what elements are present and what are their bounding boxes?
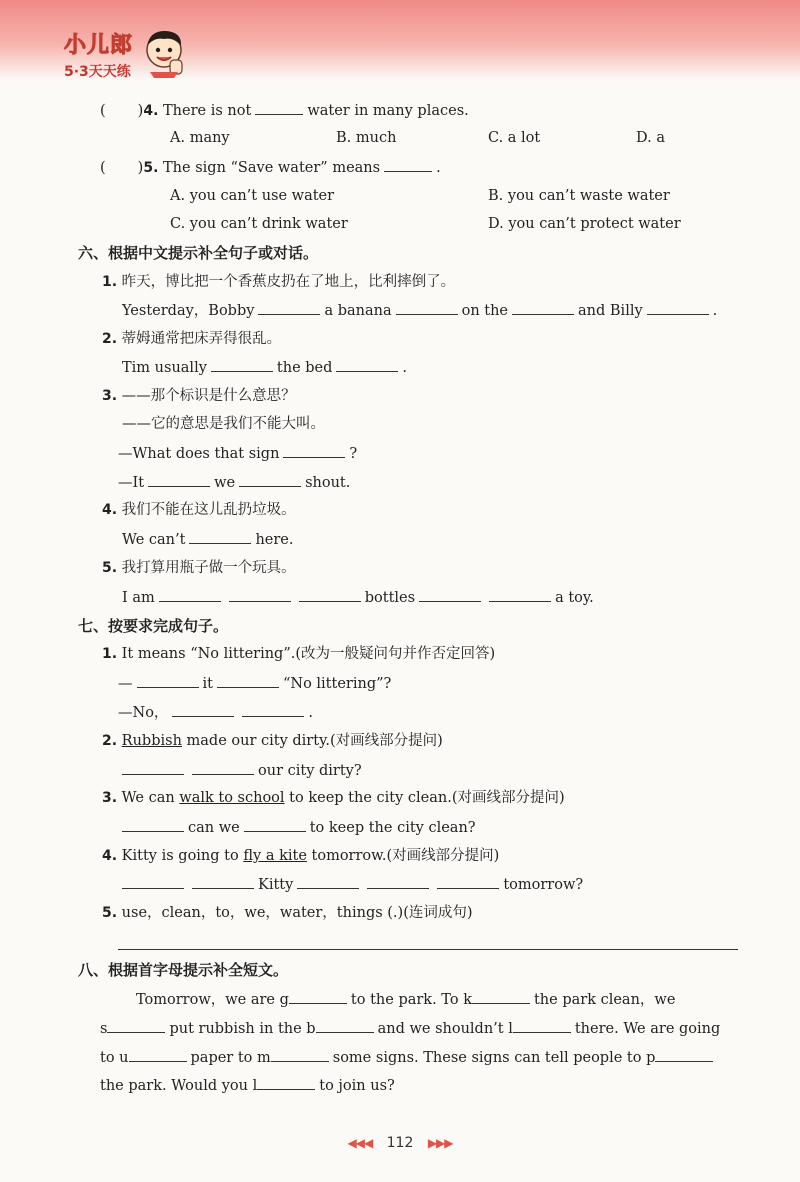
blank[interactable] [297,874,359,889]
blank[interactable] [122,760,184,775]
q4-row: ( )4. There is not water in many places. [100,100,469,121]
blank[interactable] [107,1018,165,1033]
blank[interactable] [419,587,481,602]
blank[interactable] [242,702,304,717]
s7-item-4-answer: Kitty tomorrow? [118,874,583,895]
s7-item-1-question: — it “No littering”? [118,673,391,694]
blank[interactable] [148,472,210,487]
s7-item-2-prompt: 2. Rubbish made our city dirty.(对画线部分提问) [102,733,443,749]
blank[interactable] [192,874,254,889]
s6-item-3-question: —What does that sign ? [118,443,357,464]
q5-option-c[interactable]: C. you can’t drink water [170,216,348,232]
q4-option-b[interactable]: B. much [336,130,397,146]
q5-option-d[interactable]: D. you can’t protect water [488,216,681,232]
s7-item-2-answer: our city dirty? [118,760,362,781]
s6-item-5-answer: I am bottles a toy. [122,587,594,608]
q4-option-d[interactable]: D. a [636,130,665,146]
blank[interactable] [489,587,551,602]
page-number: 112 [386,1135,414,1151]
s8-line-4: the park. Would you l to join us? [100,1075,395,1096]
page-footer [0,1135,800,1151]
s6-item-4-prompt: 4. 我们不能在这儿乱扔垃圾。 [102,502,296,518]
q5-blank[interactable] [384,157,432,172]
blank[interactable] [189,529,251,544]
blank[interactable] [367,874,429,889]
blank[interactable] [513,1018,571,1033]
blank[interactable] [217,673,279,688]
q5-option-a[interactable]: A. you can’t use water [170,188,335,204]
blank[interactable] [137,673,199,688]
s6-item-4-answer: We can’t here. [122,529,294,550]
blank[interactable] [396,300,458,315]
blank[interactable] [192,760,254,775]
s6-item-3-reply: —It we shout. [118,472,350,493]
section-8-title: 八、根据首字母提示补全短文。 [78,961,289,979]
blank[interactable] [655,1047,713,1062]
s6-item-5-prompt: 5. 我打算用瓶子做一个玩具。 [102,560,296,576]
blank[interactable] [257,1075,315,1090]
blank[interactable] [299,587,361,602]
s7-item-1-prompt: 1. It means “No littering”.(改为一般疑问句并作否定回答) [102,646,496,662]
s6-item-3-prompt-2: ——它的意思是我们不能大叫。 [122,416,325,432]
blank[interactable] [229,587,291,602]
s6-item-1-prompt: 1. 昨天，博比把一个香蕉皮扔在了地上，比利摔倒了。 [102,274,456,290]
q4-option-c[interactable]: C. a lot [488,130,541,146]
blank[interactable] [283,443,345,458]
s8-line-2: s put rubbish in the b and we shouldn’t l there. We are going [100,1018,720,1039]
blank[interactable] [271,1047,329,1062]
s6-item-2-prompt: 2. 蒂姆通常把床弄得很乱。 [102,331,282,347]
blank[interactable] [159,587,221,602]
brand-series: 5·3天天练 [64,64,131,80]
q5-row: ( )5. The sign “Save water” means . [100,157,441,178]
s6-item-3-prompt: 3. ——那个标识是什么意思？ [102,388,296,404]
blank[interactable] [472,989,530,1004]
s6-item-2-answer: Tim usually the bed . [122,357,407,378]
s7-item-3-prompt: 3. We can walk to school to keep the city clean.(对画线部分提问) [102,790,565,806]
blank[interactable] [239,472,301,487]
s7-item-5-prompt: 5. use，clean，to，we，water，things (.)(连词成句) [102,905,473,921]
blank[interactable] [244,817,306,832]
s6-item-1-answer: Yesterday，Bobby a banana on the and Billy . [122,300,717,321]
left-arrows-icon: ◀◀◀ [347,1136,373,1150]
blank[interactable] [122,874,184,889]
blank[interactable] [647,300,709,315]
blank[interactable] [289,989,347,1004]
blank[interactable] [316,1018,374,1033]
blank[interactable] [122,817,184,832]
s8-line-3: to u paper to m some signs. These signs can tell people to p [100,1047,717,1068]
blank[interactable] [336,357,398,372]
blank[interactable] [211,357,273,372]
s7-item-1-reply: —No， . [118,702,313,723]
section-7-title: 七、按要求完成句子。 [78,617,229,635]
s8-line-1: Tomorrow，we are g to the park. To k the park clean，we [136,989,675,1010]
blank[interactable] [129,1047,187,1062]
blank[interactable] [437,874,499,889]
q4-option-a[interactable]: A. many [170,130,230,146]
answer-line[interactable] [118,949,738,950]
blank[interactable] [512,300,574,315]
s7-item-4-prompt: 4. Kitty is going to fly a kite tomorrow.(对画线部分提问) [102,848,500,864]
right-arrows-icon: ▶▶▶ [427,1136,453,1150]
blank[interactable] [172,702,234,717]
blank[interactable] [258,300,320,315]
s7-item-3-answer: can we to keep the city clean? [118,817,476,838]
brand-title: 小儿郎 [64,33,134,58]
q4-blank[interactable] [255,100,303,115]
q5-option-b[interactable]: B. you can’t waste water [488,188,670,204]
section-6-title: 六、根据中文提示补全句子或对话。 [78,244,319,262]
